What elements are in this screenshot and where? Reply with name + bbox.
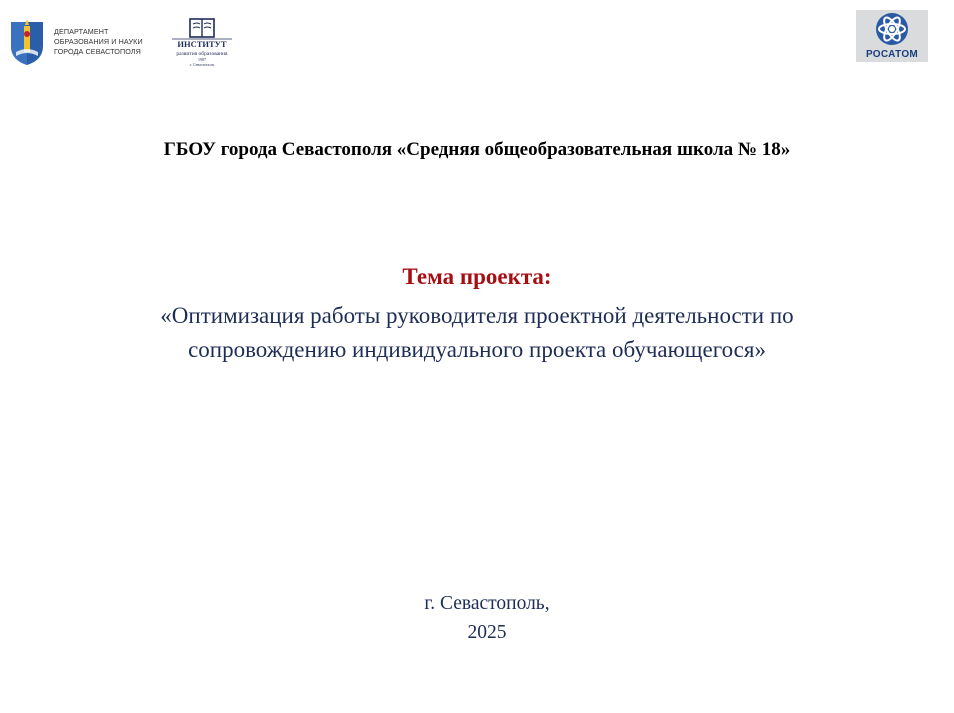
topic-label: Тема проекта: bbox=[402, 264, 552, 289]
footer-city: г. Севастополь, bbox=[424, 593, 550, 614]
dept-line-3: ГОРОДА СЕВАСТОПОЛЯ bbox=[54, 47, 141, 56]
topic-line-1: «Оптимизация работы руководителя проектной деятельности по bbox=[160, 303, 794, 328]
dept-logo-text bbox=[54, 27, 143, 57]
institute-name: ИНСТИТУТ bbox=[177, 39, 227, 49]
dept-logo bbox=[8, 16, 148, 66]
sevastopol-coat-of-arms-icon bbox=[8, 16, 48, 66]
school-title: ГБОУ города Севастополя «Средняя общеобразовательная школа № 18» bbox=[163, 139, 791, 160]
atom-icon bbox=[856, 10, 928, 50]
dept-line-1: ДЕПАРТАМЕНТ bbox=[54, 27, 109, 36]
rosatom-logo bbox=[856, 10, 928, 62]
topic-text bbox=[40, 299, 914, 367]
institute-year: 1987 bbox=[198, 57, 206, 62]
footer-year: 2025 bbox=[467, 622, 507, 643]
topic-line-2: сопровождению индивидуального проекта обучающегося» bbox=[188, 337, 766, 362]
book-icon bbox=[168, 16, 236, 68]
institute-logo bbox=[168, 16, 236, 68]
dept-line-2: ОБРАЗОВАНИЯ И НАУКИ bbox=[54, 37, 143, 46]
footer-block bbox=[0, 589, 954, 647]
institute-city: г. Севастополь bbox=[189, 62, 215, 67]
institute-subtitle: развития образования bbox=[176, 51, 228, 57]
rosatom-name: РОСАТОМ bbox=[865, 49, 919, 60]
